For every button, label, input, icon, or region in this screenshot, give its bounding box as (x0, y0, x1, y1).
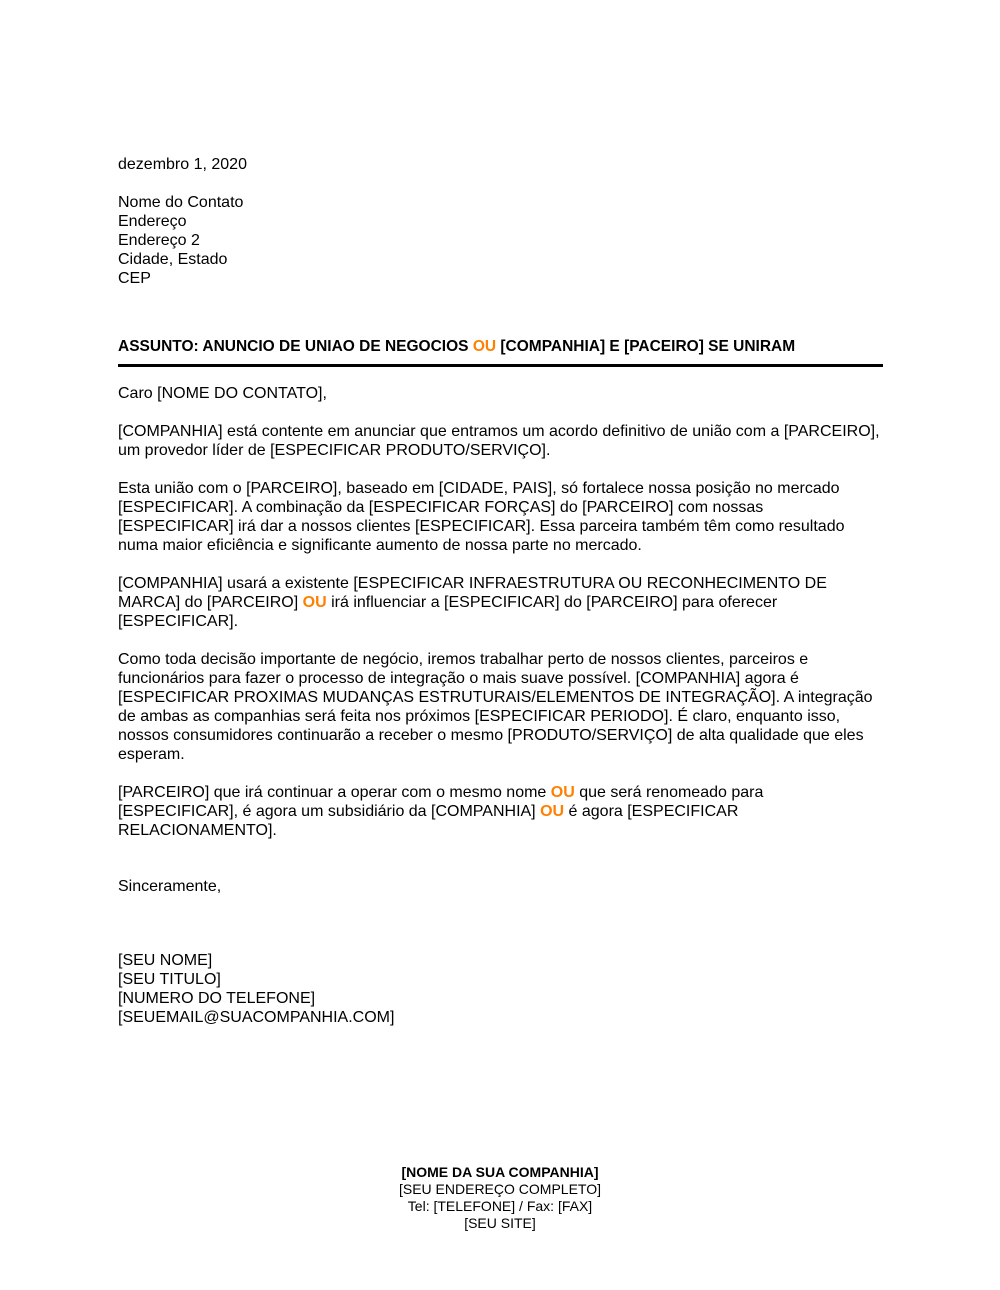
closing: Sinceramente, (118, 878, 222, 895)
footer-address: [SEU ENDEREÇO COMPLETO] (398, 1181, 601, 1197)
letter-date: dezembro 1, 2020 (118, 156, 247, 173)
subject-part-1: ASSUNTO: ANUNCIO DE UNIAO DE NEGOCIOS (118, 338, 473, 355)
recipient-zip: CEP (118, 270, 151, 287)
paragraph-3-part-1: [COMPANHIA] usará a existente [ESPECIFICAR INFRAESTRUTURA OU RECONHECIMENTO DE MARCA] do [PARCEIRO] (118, 575, 827, 611)
signature-title: [SEU TITULO] (118, 971, 221, 988)
paragraph-4: Como toda decisão importante de negócio, iremos trabalhar perto de nossos clientes, parceiros e funcionários para fazer o processo de integração o mais suave possível. [COMPANHIA] agora é [ESPECIFICAR PROXIMAS MUDANÇAS ESTRUTURAIS/ELEMENTOS DE INTEGRAÇÃO]. A integração de ambas as companhias será feita nos próximos [ESPECIFICAR PERIODO]. É claro, enquanto isso, nossos consumidores continuarão a receber o mesmo [PRODUTO/SERVIÇO] de alta qualidade que eles esperam. (118, 651, 873, 763)
paragraph-3 (118, 574, 883, 631)
signature-block (118, 951, 883, 1027)
paragraph-3-or: OU (302, 594, 327, 611)
recipient-address-line-2: Endereço 2 (118, 232, 200, 249)
paragraph-5-part-2: que será renomeado para [ESPECIFICAR], é agora um subsidiário da [COMPANHIA] (118, 784, 764, 820)
paragraph-1: [COMPANHIA] está contente em anunciar que entramos um acordo definitivo de união com a [PARCEIRO], um provedor líder de [ESPECIFICAR PRODUTO/SERVIÇO]. (118, 423, 880, 459)
signature-email: [SEUEMAIL@SUACOMPANHIA.COM] (118, 1009, 395, 1026)
letter-body (118, 155, 883, 1027)
footer-company: [NOME DA SUA COMPANHIA] (401, 1164, 599, 1180)
paragraph-5-or-2: OU (540, 803, 565, 820)
letter-footer (0, 1164, 1000, 1232)
paragraph-3-part-2: irá influenciar a [ESPECIFICAR] do [PARCEIRO] para oferecer [ESPECIFICAR]. (118, 594, 778, 630)
paragraph-5 (118, 783, 883, 840)
paragraph-2: Esta união com o [PARCEIRO], baseado em [CIDADE, PAIS], só fortalece nossa posição no mercado [ESPECIFICAR]. A combinação da [ESPECIFICAR FORÇAS] do [PARCEIRO] com nossas [ESPECIFICAR] irá dar a nossos clientes [ESPECIFICAR]. Essa parceira também têm como resultado numa maior eficiência e significante aumento de nossa parte no mercado. (118, 480, 845, 554)
subject-line (118, 337, 883, 367)
recipient-name: Nome do Contato (118, 194, 244, 211)
footer-site: [SEU SITE] (464, 1215, 536, 1231)
paragraph-5-part-1: [PARCEIRO] que irá continuar a operar com o mesmo nome (118, 784, 551, 801)
salutation: Caro [NOME DO CONTATO], (118, 385, 327, 402)
subject-part-2: [COMPANHIA] E [PACEIRO] SE UNIRAM (496, 338, 796, 355)
paragraph-5-or-1: OU (550, 784, 575, 801)
recipient-address (118, 193, 883, 288)
paragraph-5-part-3: é agora [ESPECIFICAR RELACIONAMENTO]. (118, 803, 739, 839)
subject-or: OU (472, 338, 497, 355)
recipient-city-state: Cidade, Estado (118, 251, 228, 268)
signature-phone: [NUMERO DO TELEFONE] (118, 990, 316, 1007)
recipient-address-line-1: Endereço (118, 213, 187, 230)
footer-contact: Tel: [TELEFONE] / Fax: [FAX] (407, 1198, 593, 1214)
signature-name: [SEU NOME] (118, 952, 213, 969)
